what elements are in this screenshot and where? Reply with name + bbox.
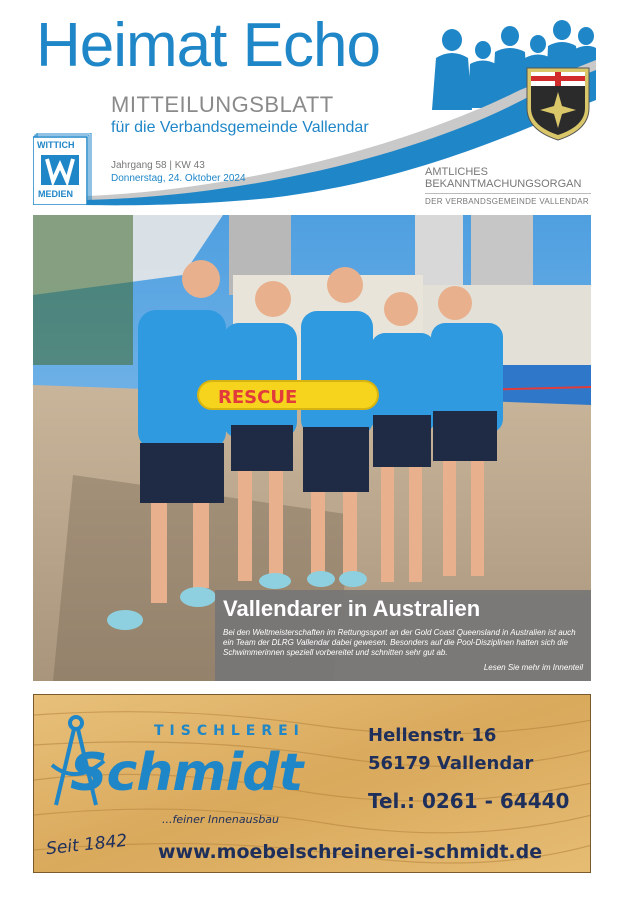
cover-photo: [33, 215, 591, 681]
ad-tagline: ...feiner Innenausbau: [162, 813, 280, 826]
ad-company-name: Schmidt: [70, 743, 303, 803]
read-more-note: Lesen Sie mehr im Innenteil: [483, 663, 583, 672]
publisher-logo-top: WITTICH: [37, 140, 75, 150]
rescue-tube-text: RESCUE: [218, 387, 298, 408]
coat-of-arms-icon: [527, 68, 589, 140]
masthead-title: Heimat Echo: [36, 11, 380, 80]
official-organ-sub: DER VERBANDSGEMEINDE VALLENDAR: [425, 197, 589, 206]
masthead-subline: für die Verbandsgemeinde Vallendar: [111, 119, 369, 136]
divider: [425, 193, 591, 194]
ad-since: Seit 1842: [45, 830, 129, 860]
cover-caption: Bei den Weltmeisterschaften im Rettungssport an der Gold Coast Queensland in Australien ist auch ein Team der DLRG Vallendar dabei gewesen. Besonders auf die Pool-Disziplinen hatten sich die Schwimmerinnen speziell vorbereitet und schnitten sehr gut ab.: [223, 628, 576, 657]
ad-trade: TISCHLEREI: [154, 723, 305, 739]
publisher-logo: [33, 133, 93, 205]
ad-website-link[interactable]: www.moebelschreinerei-schmidt.de: [158, 841, 543, 863]
cover-headline: Vallendarer in Australien: [223, 596, 481, 621]
ad-phone: Tel.: 0261 - 64440: [368, 789, 570, 813]
official-organ-line1: AMTLICHES: [425, 166, 488, 178]
masthead-subtitle: MITTEILUNGSBLATT: [111, 92, 334, 117]
ad-street: Hellenstr. 16: [368, 725, 497, 746]
official-organ-label: [425, 166, 581, 190]
publisher-logo-bottom: MEDIEN: [38, 189, 74, 199]
official-organ-line2: BEKANNTMACHUNGSORGAN: [425, 178, 582, 190]
advertisement: [33, 694, 591, 873]
issue-date: Donnerstag, 24. Oktober 2024: [111, 173, 246, 184]
ad-city: 56179 Vallendar: [368, 753, 534, 774]
issue-number: Jahrgang 58 | KW 43: [111, 160, 205, 171]
cover-caption-box: [215, 590, 591, 681]
